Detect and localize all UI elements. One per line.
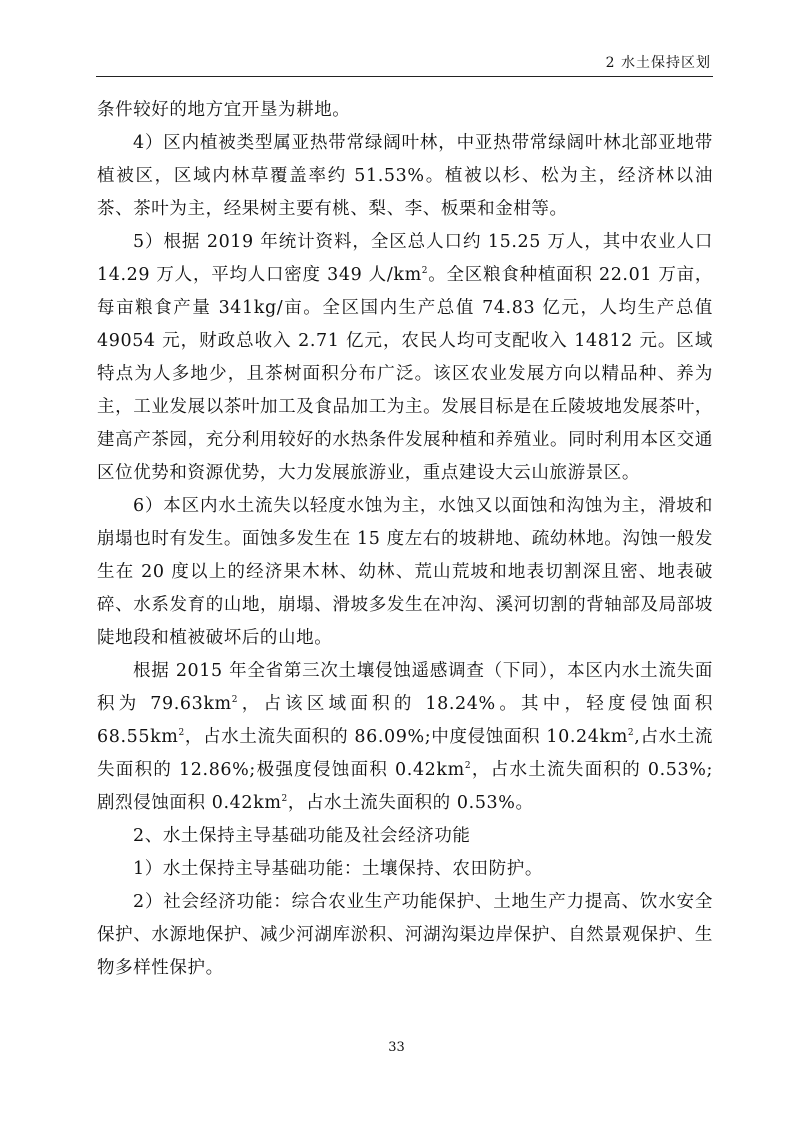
paragraph-erosion-survey [97, 655, 713, 820]
text-run: 。全区粮食种植面积 22.01 万亩，每亩粮食产量 341kg/亩。全区国内生产总值 74.83 亿元，人均生产总值 49054 元，财政总收入 2.71 亿元，农民人均可支配收入 14812 元。区域特点为人多地少，且茶树面积分布广泛。该区农业发展方向以精品种、养为主，工业发展以茶叶加工及食品加工为主。发展目标是在丘陵坡地发展茶叶，建高产茶园，充分利用较好的水热条件发展种植和养殖业。同时利用本区交通区位优势和资源优势，大力发展旅游业，重点建设大云山旅游景区。 [97, 265, 714, 483]
paragraph-erosion-types: 6）本区内水土流失以轻度水蚀为主，水蚀又以面蚀和沟蚀为主，滑坡和崩塌也时有发生。面蚀多发生在 15 度左右的坡耕地、疏幼林地。沟蚀一般发生在 20 度以上的经济果木林、幼林、荒山荒坡和地表切割深且密、地表破碎、水系发育的山地，崩塌、滑坡多发生在冲沟、溪河切割的背轴部及局部坡陡地段和植被破坏后的山地。 [97, 496, 713, 648]
text-run: ，占水土流失面积的 86.09%;中度侵蚀面积 10.24km [184, 727, 628, 747]
superscript: 2 [421, 266, 429, 277]
list-item-basic-function: 1）水土保持主导基础功能：土壤保持、农田防护。 [133, 859, 543, 879]
text-run: ，占水土流失面积的 0.53%。 [287, 793, 534, 813]
superscript: 2 [627, 728, 635, 739]
superscript: 2 [464, 761, 472, 772]
superscript: 2 [281, 794, 288, 805]
running-header: 2 水土保持区划 [605, 55, 711, 71]
page-number: 33 [388, 1040, 405, 1055]
section-heading: 2、水土保持主导基础功能及社会经济功能 [133, 826, 471, 846]
paragraph-socioeconomic [97, 226, 713, 490]
text-run: ，占水土流失面积的 0.53%; 剧烈侵蚀面积 0.42km [97, 760, 713, 813]
text-run: 5）根据 2019 年统计资料，全区总人口约 15.25 万人，其中农业人口 14.29 万人，平均人口密度 349 人/km [97, 232, 713, 285]
list-item-social-function: 2）社会经济功能：综合农业生产功能保护、土地生产力提高、饮水安全保护、水源地保护、减少河湖库淤积、河湖沟渠边岸保护、自然景观保护、生物多样性保护。 [97, 892, 713, 978]
text-run: ，占该区域面积的 18.24%。其中，轻度侵蚀面积 68.55km [97, 694, 713, 747]
text-run: 根据 2015 年全省第三次土壤侵蚀遥感调查（下同），本区内水土流失面积为 79.63km [97, 661, 713, 714]
text-run: ,占水土流失面积的 12.86%;极强度侵蚀面积 0.42km [97, 727, 713, 780]
header-rule [96, 76, 713, 77]
superscript: 2 [178, 728, 185, 739]
superscript: 2 [231, 695, 239, 706]
paragraph-continuation: 条件较好的地方宜开垦为耕地。 [97, 100, 351, 120]
body-text [97, 94, 713, 985]
paragraph-vegetation: 4）区内植被类型属亚热带常绿阔叶林，中亚热带常绿阔叶林北部亚地带植被区，区域内林草覆盖率约 51.53%。植被以杉、松为主，经济林以油茶、茶叶为主，经果树主要有桃、梨、李、板栗和金柑等。 [97, 133, 713, 219]
